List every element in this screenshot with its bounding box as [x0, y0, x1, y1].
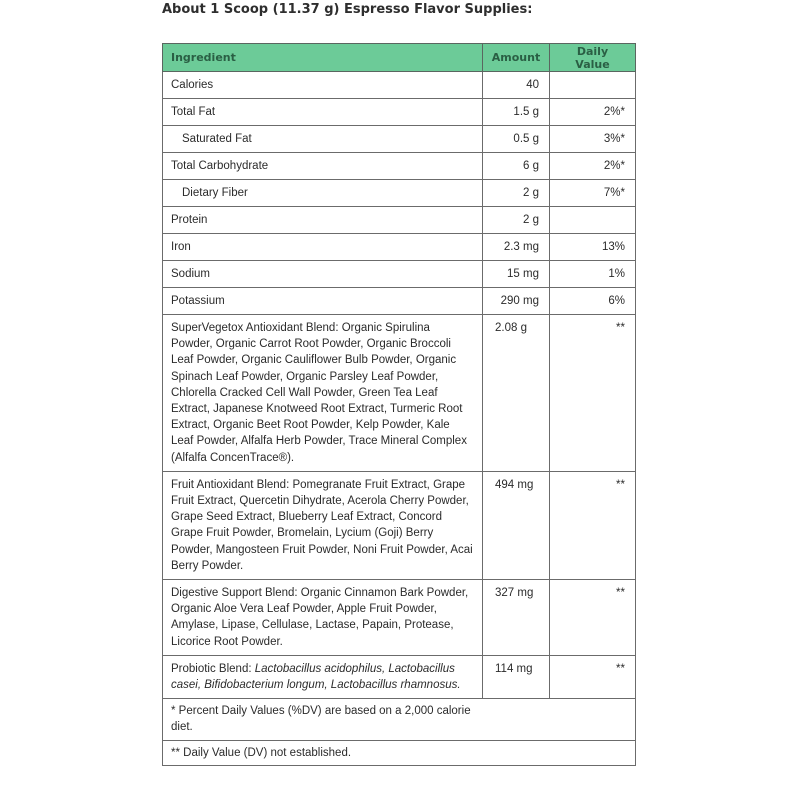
probiotic-blend-description — [163, 655, 483, 698]
table-row — [163, 99, 636, 126]
blend-daily-value: ** — [550, 471, 636, 579]
ingredient-amount: 2 g — [483, 180, 550, 207]
footnote-percent-daily-values — [163, 699, 636, 740]
ingredient-daily-value: 6% — [550, 288, 636, 315]
ingredient-amount: 15 mg — [483, 261, 550, 288]
ingredient-name: Calories — [163, 72, 483, 99]
table-row — [163, 207, 636, 234]
ingredient-amount: 6 g — [483, 153, 550, 180]
supplement-heading: About 1 Scoop (11.37 g) Espresso Flavor Supplies: — [162, 2, 533, 17]
header-daily-value: Daily Value — [550, 44, 636, 72]
blend-description: SuperVegetox Antioxidant Blend: Organic Spirulina Powder, Organic Carrot Root Powder, Organic Broccoli Leaf Powder, Organic Cauliflower Bulb Powder, Organic Spinach Leaf Powder, Organic Parsley Leaf Powder, Chlorella Cracked Cell Wall Powder, Green Tea Leaf Extract, Japanese Knotweed Root Extract, Turmeric Root Extract, Organic Beet Root Powder, Kelp Powder, Kale Leaf Powder, Alfalfa Herb Powder, Trace Mineral Complex (Alfalfa ConcenTrace®). — [163, 315, 483, 472]
ingredient-daily-value: 2%* — [550, 153, 636, 180]
ingredient-name: Iron — [163, 234, 483, 261]
footnote-text: * Percent Daily Values (%DV) are based on a 2,000 calorie diet. — [171, 705, 471, 734]
probiotic-strains: Lactobacillus acidophilus, Lactobacillus casei, Bifidobacterium longum, Lactobacillus rhamnosus. — [171, 662, 461, 692]
blend-row — [163, 471, 636, 579]
blend-amount: 2.08 g — [483, 315, 550, 472]
ingredient-name: Total Carbohydrate — [163, 153, 483, 180]
ingredient-daily-value: 13% — [550, 234, 636, 261]
ingredient-name: Dietary Fiber — [163, 180, 483, 207]
ingredient-amount: 290 mg — [483, 288, 550, 315]
blend-amount: 327 mg — [483, 580, 550, 656]
ingredient-amount: 2 g — [483, 207, 550, 234]
ingredient-name: Total Fat — [163, 99, 483, 126]
blend-amount: 494 mg — [483, 471, 550, 579]
table-header-row — [163, 44, 636, 72]
footnote-row — [163, 699, 636, 740]
ingredient-amount: 1.5 g — [483, 99, 550, 126]
ingredient-amount: 2.3 mg — [483, 234, 550, 261]
ingredient-daily-value: 1% — [550, 261, 636, 288]
ingredient-name: Saturated Fat — [163, 126, 483, 153]
probiotic-blend-row — [163, 655, 636, 698]
ingredient-name: Potassium — [163, 288, 483, 315]
ingredient-daily-value — [550, 72, 636, 99]
table-row — [163, 126, 636, 153]
blend-row — [163, 315, 636, 472]
ingredient-name: Sodium — [163, 261, 483, 288]
table-row — [163, 234, 636, 261]
ingredient-daily-value: 2%* — [550, 99, 636, 126]
ingredient-amount: 40 — [483, 72, 550, 99]
blend-description: Fruit Antioxidant Blend: Pomegranate Fruit Extract, Grape Fruit Extract, Quercetin Dihydrate, Acerola Cherry Powder, Grape Seed Extract, Blueberry Leaf Extract, Concord Grape Fruit Powder, Bromelain, Lycium (Goji) Berry Powder, Mangosteen Fruit Powder, Noni Fruit Powder, Acai Berry Powder. — [163, 471, 483, 579]
blend-description: Digestive Support Blend: Organic Cinnamon Bark Powder, Organic Aloe Vera Leaf Powder, Apple Fruit Powder, Amylase, Lipase, Cellulase, Lactase, Papain, Protease, Licorice Root Powder. — [163, 580, 483, 656]
header-ingredient: Ingredient — [163, 44, 483, 72]
ingredient-daily-value: 7%* — [550, 180, 636, 207]
table-row — [163, 153, 636, 180]
table-row — [163, 180, 636, 207]
table-row — [163, 72, 636, 99]
blend-daily-value: ** — [550, 315, 636, 472]
ingredient-name: Protein — [163, 207, 483, 234]
probiotic-prefix: Probiotic Blend: — [171, 662, 255, 675]
ingredient-daily-value — [550, 207, 636, 234]
table-row — [163, 261, 636, 288]
blend-daily-value: ** — [550, 655, 636, 698]
table-row — [163, 288, 636, 315]
ingredient-daily-value: 3%* — [550, 126, 636, 153]
ingredient-amount: 0.5 g — [483, 126, 550, 153]
footnote-dv-not-established: ** Daily Value (DV) not established. — [163, 740, 636, 765]
supplement-facts-table — [162, 43, 636, 766]
blend-row — [163, 580, 636, 656]
footnote-row — [163, 740, 636, 765]
blend-amount: 114 mg — [483, 655, 550, 698]
header-amount: Amount — [483, 44, 550, 72]
blend-daily-value: ** — [550, 580, 636, 656]
